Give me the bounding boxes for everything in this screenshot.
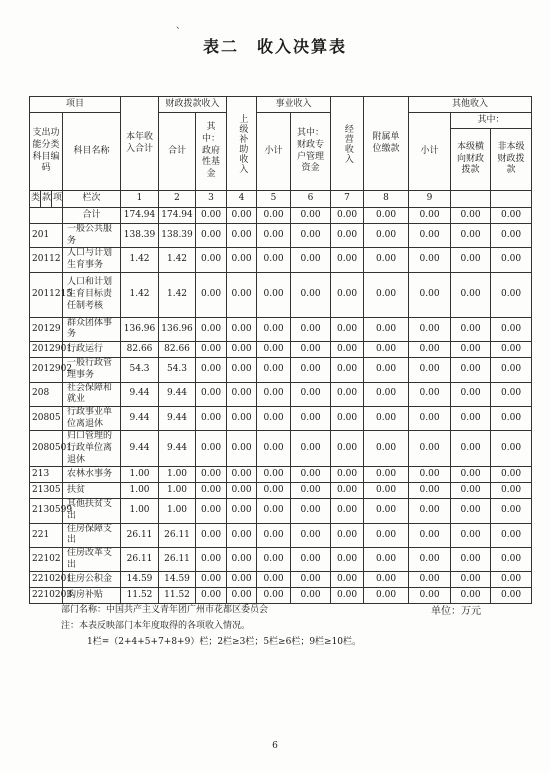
header-fiscal-gov-fund: 其中：政府性基金 [196,113,227,191]
cell: 0.00 [409,317,451,341]
cell: 1.00 [121,467,159,483]
total-row [30,208,532,224]
cell: 0.00 [409,467,451,483]
cell: 0.00 [291,467,331,483]
cell: 0.00 [331,382,364,406]
cell: 0.00 [364,382,409,406]
cell: 0.00 [364,523,409,547]
cell: 0.00 [409,224,451,248]
cell: 0.00 [291,431,331,467]
cell: 0.00 [257,588,291,604]
cell: 0.00 [491,467,532,483]
cell: 0.00 [257,208,291,224]
unit-label: 单位：万元 [431,606,481,617]
cell: 0.00 [364,431,409,467]
header-fiscal-group: 财政拨款收入 [159,97,227,113]
cell: 0.00 [491,208,532,224]
row-code: 2130599 [30,499,63,523]
row-subject-name: 住房公积金 [63,572,121,588]
cell: 0.00 [331,224,364,248]
col-num: 2 [159,191,196,208]
cell: 0.00 [196,572,227,588]
cell: 26.11 [121,548,159,572]
col-num: 3 [196,191,227,208]
header-subject-name: 科目名称 [63,113,121,191]
cell: 26.11 [121,523,159,547]
cell: 0.00 [364,224,409,248]
row-subject-name: 群众团体事务 [63,317,121,341]
table-row [30,358,532,382]
cell: 0.00 [291,572,331,588]
cell: 0.00 [491,588,532,604]
cell: 0.00 [364,248,409,272]
cell: 0.00 [257,572,291,588]
cell: 0.00 [331,548,364,572]
cell: 0.00 [291,588,331,604]
cell: 0.00 [451,431,491,467]
table-row [30,382,532,406]
col-num: 5 [257,191,291,208]
col-num: 9 [409,191,451,208]
row-subject-name: 住房保障支出 [63,523,121,547]
cell: 0.00 [409,548,451,572]
row-code: 20112 [30,248,63,272]
header-other-subtotal: 小计 [409,113,451,191]
table-row [30,572,532,588]
total-label: 合计 [63,208,121,224]
cell: 0.00 [291,272,331,317]
cell: 0.00 [451,358,491,382]
row-subject-name: 人口与计划生育事务 [63,248,121,272]
cell: 9.44 [159,382,196,406]
col-num [451,191,491,208]
cell: 9.44 [159,406,196,430]
table-row [30,483,532,499]
header-lei: 类 [30,191,41,208]
row-code: 20129 [30,317,63,341]
cell: 0.00 [291,317,331,341]
cell: 0.00 [227,317,257,341]
cell: 0.00 [196,431,227,467]
col-num: 6 [291,191,331,208]
cell: 0.00 [227,208,257,224]
cell: 0.00 [331,523,364,547]
cell: 0.00 [451,272,491,317]
cell: 0.00 [491,358,532,382]
cell: 0.00 [196,358,227,382]
col-num [491,191,532,208]
row-subject-name: 行政运行 [63,342,121,358]
cell: 0.00 [196,248,227,272]
cell: 0.00 [451,572,491,588]
cell: 0.00 [364,358,409,382]
cell: 0.00 [364,317,409,341]
cell: 0.00 [291,499,331,523]
cell: 1.00 [121,499,159,523]
table-row [30,548,532,572]
cell: 0.00 [291,406,331,430]
cell: 0.00 [291,523,331,547]
cell: 0.00 [291,358,331,382]
cell: 0.00 [451,317,491,341]
cell: 0.00 [451,588,491,604]
cell: 0.00 [364,572,409,588]
col-num: 1 [121,191,159,208]
table-row [30,406,532,430]
cell: 0.00 [257,272,291,317]
cell: 0.00 [331,588,364,604]
cell: 0.00 [291,208,331,224]
row-subject-name: 一般公共服务 [63,224,121,248]
cell: 0.00 [291,342,331,358]
cell: 0.00 [227,224,257,248]
row-code: 20805 [30,406,63,430]
cell: 0.00 [196,548,227,572]
cell: 0.00 [451,467,491,483]
table-row [30,342,532,358]
cell: 0.00 [291,382,331,406]
cell: 0.00 [331,431,364,467]
cell: 0.00 [331,342,364,358]
cell: 0.00 [196,499,227,523]
row-code: 2210203 [30,588,63,604]
header-affiliated: 附属单位缴款 [364,97,409,191]
cell: 0.00 [364,208,409,224]
scan-mark: 、 [176,21,188,31]
cell: 0.00 [257,382,291,406]
cell: 0.00 [409,382,451,406]
cell: 0.00 [409,523,451,547]
row-subject-name: 购房补贴 [63,588,121,604]
cell: 0.00 [491,317,532,341]
table-row [30,224,532,248]
row-code: 2210201 [30,572,63,588]
cell: 14.59 [159,572,196,588]
cell: 0.00 [291,548,331,572]
cell: 0.00 [491,523,532,547]
cell: 0.00 [491,483,532,499]
table-row [30,431,532,467]
cell: 0.00 [227,572,257,588]
cell: 0.00 [227,358,257,382]
cell: 0.00 [331,499,364,523]
cell: 0.00 [491,272,532,317]
cell: 0.00 [491,406,532,430]
cell: 9.44 [121,382,159,406]
income-table [29,96,532,604]
cell: 0.00 [451,406,491,430]
cell: 1.42 [121,272,159,317]
cell: 0.00 [196,272,227,317]
table-row [30,248,532,272]
header-fiscal-total: 合计 [159,113,196,191]
cell: 0.00 [409,572,451,588]
cell: 0.00 [196,342,227,358]
cell: 0.00 [409,342,451,358]
header-xiangmu: 项目 [30,97,121,113]
cell: 82.66 [159,342,196,358]
row-code: 2011215 [30,272,63,317]
col-num: 8 [364,191,409,208]
cell: 0.00 [196,208,227,224]
cell: 0.00 [451,208,491,224]
cell: 0.00 [451,224,491,248]
header-other-group: 其他收入 [409,97,532,113]
row-subject-name: 一般行政管理事务 [63,358,121,382]
cell: 0.00 [291,224,331,248]
row-subject-name: 扶贫 [63,483,121,499]
cell: 0.00 [451,548,491,572]
cell: 0.00 [451,523,491,547]
row-code: 21305 [30,483,63,499]
cell: 0.00 [227,431,257,467]
cell: 1.00 [121,483,159,499]
cell: 9.44 [159,431,196,467]
header-business-group: 事业收入 [257,97,331,113]
cell: 0.00 [257,548,291,572]
cell: 0.00 [331,358,364,382]
cell: 138.39 [159,224,196,248]
cell: 0.00 [257,483,291,499]
cell: 0.00 [331,317,364,341]
footer-note: 注：本表反映部门本年度取得的各项收入情况。 [61,621,251,631]
cell: 0.00 [196,523,227,547]
cell: 0.00 [331,272,364,317]
cell: 0.00 [196,224,227,248]
cell: 0.00 [364,342,409,358]
cell: 0.00 [227,406,257,430]
cell: 0.00 [331,248,364,272]
row-code: 221 [30,523,63,547]
row-subject-name: 人口和计划生育目标责任制考核 [63,272,121,317]
cell: 0.00 [409,483,451,499]
department-name: 部门名称：中国共产主义青年团广州市花都区委员会 [61,605,269,615]
cell: 9.44 [121,431,159,467]
header-func-code: 支出功能分类科目编码 [30,113,63,191]
footer-formula: 1栏=（2+4+5+7+8+9）栏；2栏≥3栏；5栏≥6栏；9栏≥10栏。 [87,637,362,647]
table-row [30,272,532,317]
cell: 1.00 [159,467,196,483]
table-row [30,499,532,523]
header-other-nonfiscal: 非本级财政拨款 [491,129,532,191]
cell: 26.11 [159,548,196,572]
cell: 0.00 [364,272,409,317]
header-business-total: 小计 [257,113,291,191]
cell: 0.00 [227,523,257,547]
cell: 0.00 [196,483,227,499]
cell: 0.00 [196,317,227,341]
cell: 0.00 [409,499,451,523]
header-business-special: 其中：财政专户管理资金 [291,113,331,191]
cell: 0.00 [331,483,364,499]
cell: 0.00 [291,483,331,499]
cell: 0.00 [451,248,491,272]
cell: 138.39 [121,224,159,248]
column-number-row [30,191,532,208]
cell: 0.00 [257,431,291,467]
cell: 14.59 [121,572,159,588]
cell: 0.00 [227,342,257,358]
col-num: 4 [227,191,257,208]
cell: 0.00 [364,406,409,430]
cell: 0.00 [257,523,291,547]
cell: 0.00 [196,406,227,430]
footer-dept-line [61,602,481,615]
cell: 0.00 [227,548,257,572]
cell: 0.00 [409,406,451,430]
cell: 0.00 [409,272,451,317]
cell: 0.00 [409,248,451,272]
cell: 1.42 [159,248,196,272]
row-subject-name: 社会保障和就业 [63,382,121,406]
row-code: 208 [30,382,63,406]
row-code: 213 [30,467,63,483]
cell: 0.00 [364,483,409,499]
cell: 0.00 [227,499,257,523]
cell: 1.00 [159,499,196,523]
cell: 0.00 [364,499,409,523]
row-code: 22102 [30,548,63,572]
header-xiang: 项 [52,191,63,208]
table-row [30,317,532,341]
cell: 54.3 [121,358,159,382]
cell: 0.00 [331,572,364,588]
cell: 0.00 [257,499,291,523]
cell: 0.00 [409,208,451,224]
header-other-horizontal: 本级横向财政拨款 [451,129,491,191]
cell: 0.00 [491,499,532,523]
cell: 0.00 [451,342,491,358]
cell: 0.00 [409,358,451,382]
row-subject-name: 其他扶贫支出 [63,499,121,523]
cell: 1.42 [121,248,159,272]
cell: 26.11 [159,523,196,547]
cell: 136.96 [159,317,196,341]
cell: 0.00 [196,467,227,483]
cell: 0.00 [257,224,291,248]
row-code: 2080501 [30,431,63,467]
col-num: 7 [331,191,364,208]
cell: 0.00 [257,342,291,358]
cell: 11.52 [159,588,196,604]
cell: 0.00 [227,467,257,483]
cell: 0.00 [491,224,532,248]
row-subject-name: 行政事业单位离退休 [63,406,121,430]
table-row [30,523,532,547]
cell: 0.00 [227,483,257,499]
cell: 11.52 [121,588,159,604]
cell: 0.00 [196,382,227,406]
cell: 0.00 [491,382,532,406]
cell: 0.00 [331,406,364,430]
cell: 54.3 [159,358,196,382]
cell: 0.00 [409,431,451,467]
row-subject-name: 住房改革支出 [63,548,121,572]
cell: 0.00 [491,548,532,572]
cell: 82.66 [121,342,159,358]
header-lanci: 栏次 [63,191,121,208]
cell: 174.94 [121,208,159,224]
page-number: 6 [272,741,278,751]
cell: 0.00 [451,499,491,523]
cell: 0.00 [451,483,491,499]
cell: 0.00 [491,431,532,467]
cell: 0.00 [257,467,291,483]
cell: 136.96 [121,317,159,341]
cell: 0.00 [491,572,532,588]
cell: 0.00 [227,248,257,272]
cell: 0.00 [491,248,532,272]
header-superior-subsidy: 上级补助收入 [227,97,257,191]
cell: 0.00 [257,317,291,341]
cell: 0.00 [364,467,409,483]
header-other-of-which: 其中： [451,113,532,129]
cell: 0.00 [196,588,227,604]
header-operating: 经营收入 [331,97,364,191]
cell: 0.00 [227,588,257,604]
cell: 0.00 [409,588,451,604]
row-code: 2012901 [30,342,63,358]
cell: 0.00 [227,382,257,406]
cell: 0.00 [364,588,409,604]
table-row [30,467,532,483]
cell: 0.00 [451,382,491,406]
cell: 174.94 [159,208,196,224]
cell: 0.00 [291,248,331,272]
cell: 0.00 [364,548,409,572]
cell: 9.44 [121,406,159,430]
row-code: 201 [30,224,63,248]
header-total: 本年收入合计 [121,97,159,191]
cell: 0.00 [331,208,364,224]
cell: 0.00 [257,248,291,272]
header-kuan: 款 [41,191,52,208]
cell: 1.42 [159,272,196,317]
row-subject-name: 农林水事务 [63,467,121,483]
cell: 0.00 [257,406,291,430]
cell: 0.00 [491,342,532,358]
row-subject-name: 归口管理的行政单位离退休 [63,431,121,467]
cell: 0.00 [257,358,291,382]
page-title: 表二 收入决算表 [202,37,347,56]
cell: 0.00 [227,272,257,317]
cell: 1.00 [159,483,196,499]
cell: 0.00 [331,467,364,483]
row-code: 2012902 [30,358,63,382]
